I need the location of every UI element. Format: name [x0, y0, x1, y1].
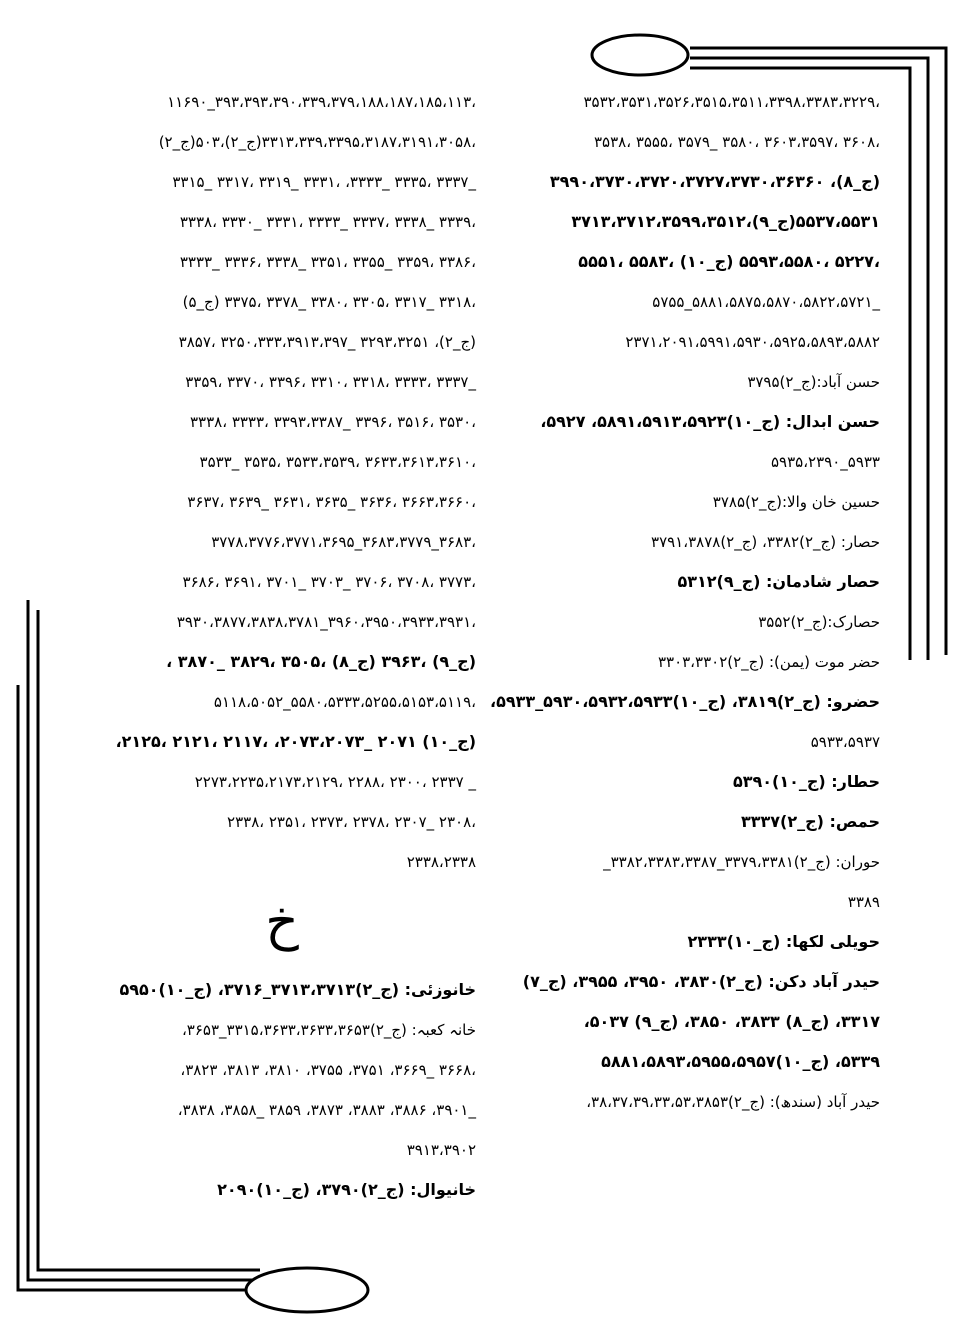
left-column	[88, 92, 476, 1220]
index-line: ،۳۵۳۲،۳۵۳۱،۳۵۲۶،۳۵۱۵،۳۵۱۱،۳۳۹۸،۳۳۸۳،۳۲۲۹	[583, 93, 880, 111]
index-entry: حسن ابدال: (ج_۱۰)۵۸۹۱،۵۹۱۳،۵۹۲۳، ۵۹۲۷،	[540, 412, 880, 431]
index-line: ،۳۶۶۸ _۳۶۶۹، ۳۷۵۱، ۳۷۵۵، ۳۸۱۰، ۳۸۱۳، ۳۸۲۳،	[180, 1061, 476, 1079]
index-line: ۳۳۱۷، (ج_۸) ۳۸۳۳، ۳۸۵۰، (ج_۹) ۵۰۳۷،	[583, 1012, 880, 1031]
index-line: (ج_۱۰) ۲۰۷۱ _۲۰۷۳،۲۰۷۳، ،۲۱۱۷ ،۲۱۲۱ ،۲۱۲۵،	[115, 732, 476, 751]
index-line: ۲۳۷۱،۲۰۹۱،۵۹۹۱،۵۹۳۰،۵۹۲۵،۵۸۹۳،۵۸۸۲	[625, 333, 880, 351]
index-line: (ج_۹) ،۳۹۶۳ (ج_۸) ،۳۵۰۵ ،۳۸۲۹ _۳۸۷۰ ،	[166, 652, 476, 671]
index-line: ۳۳۸۹	[847, 893, 880, 911]
index-entry: خانوزئی: (ج_۲)۳۷۱۳،۳۷۱۳_۳۷۱۶، (ج_۱۰)۵۹۵۰	[119, 980, 476, 999]
index-line: ،۳۳۸۶ ،۳۳۵۹ _۳۳۵۵ ،۳۳۵۱ _۳۳۳۸ ،۳۳۳۶ _۳۳۳۳	[179, 253, 476, 271]
index-line: ۲۳۳۸،۲۳۳۸	[406, 853, 476, 871]
index-line: _۵۸۸۱،۵۸۷۵،۵۸۷۰،۵۸۲۲،۵۷۲۱_۵۷۵۵	[652, 293, 880, 311]
index-line: _۳۹۰۱، ۳۸۸۶، ۳۸۸۳، ۳۸۷۳، ۳۸۵۹ _۳۸۵۸، ۳۸۳۸،	[177, 1101, 476, 1119]
index-line: ،۳۹۳،۳۹۳،۳۹۰،۳۳۹،۳۷۹،۱۸۸،۱۸۷،۱۸۵،۱۱۳_۱۱۶۹۰	[167, 93, 476, 111]
index-line: ،۳۶۸۳_۳۶۸۳،۳۷۷۹_۳۷۷۸،۳۷۷۶،۳۷۷۱،۳۶۹۵	[211, 533, 476, 551]
index-line: ،۵۲۲۷ ،۵۵۹۳،۵۵۸۰ (ج_۱۰) ،۵۵۸۳ ،۵۵۵۱	[578, 252, 880, 271]
index-entry: حیدر آباد دکن: (ج_۲)۳۸۳۰، ۳۹۵۰، ۳۹۵۵، (ج_۷)	[522, 972, 880, 991]
index-entry: خانہ کعبہ: (ج_۲)۳۳۱۵،۳۶۳۳،۳۶۳۳،۳۶۵۳_۳۶۵۳،	[181, 1021, 476, 1039]
index-line: ۵۳۳۹، (ج_۱۰)۵۸۸۱،۵۸۹۳،۵۹۵۵،۵۹۵۷	[601, 1052, 880, 1071]
index-line: _ ۲۳۳۷ ،۲۳۰۰ ،۲۲۸۸ ،۲۲۷۳،۲۲۳۵،۲۱۷۳،۲۱۲۹	[194, 773, 476, 791]
index-entry: حصار شادمان: (ج_۹)۵۳۱۲	[677, 572, 880, 591]
index-line: (ج_۸)، ۳۹۹۰،۳۷۳۰،۳۷۲۰،۳۷۲۷،۳۷۳۰،۳۶۳۶۰	[549, 172, 880, 191]
index-line: ،۳۳۱۳،۳۳۹،۳۳۹۵،۳۱۸۷،۳۱۹۱،۳۰۵۸(ج_۲)،۵۰۳(ج_۲)	[158, 133, 476, 151]
index-line: ۵۹۳۳_۵۹۳۵،۲۳۹۰	[770, 453, 880, 471]
index-entry: حضر موت (یمن): (ج_۲)۳۳۰۳،۳۳۰۲	[657, 653, 880, 671]
index-entry: خانیوال: (ج_۲)۳۷۹۰، (ج_۱۰)۲۰۹۰	[217, 1180, 476, 1199]
index-entry: حصار: (ج_۲)۳۳۸۲، (ج_۲)۳۷۹۱،۳۸۷۸	[651, 533, 880, 551]
index-line: (ج_۲)، ۳۲۹۳،۳۲۵۱ _۳۲۵۰،۳۳۳،۳۹۱۳،۳۹۷ ،۳۸۵۷	[178, 333, 476, 351]
index-line: ،۳۷۷۳ ،۳۷۰۸ ،۳۷۰۶ _۳۷۰۳ _۳۷۰۱ ،۳۶۹۱ ،۳۶۸۶	[182, 573, 476, 591]
index-line: _۳۳۳۷ ،۳۳۳۵ _۳۳۳۳، ،۳۳۳۱ _۳۳۱۹ ،۳۳۱۷ _۳۳۱۵	[172, 173, 476, 191]
right-column	[490, 92, 880, 1132]
index-line: ،۳۶۳۳،۳۶۱۳،۳۶۱۰ ،۳۵۳۳،۳۵۳۹ ،۳۵۳۵ _۳۵۳۳	[199, 453, 476, 471]
index-line: ۵۹۳۳،۵۹۳۷	[810, 733, 880, 751]
index-line: ،۵۵۸۰،۵۳۳۳،۵۲۵۵،۵۱۵۳،۵۱۱۹_۵۱۱۸،۵۰۵۲	[213, 693, 476, 711]
index-entry: حویلی لکھا: (ج_۱۰)۲۳۳۳	[687, 932, 880, 951]
index-entry: حطار: (ج_۱۰)۵۳۹۰	[732, 772, 880, 791]
index-line: ،۲۳۰۸ _۲۳۰۷ ،۲۳۷۸ ،۲۳۷۳ ،۲۳۵۱ ،۲۳۳۸	[227, 813, 476, 831]
index-entry: حصارک:(ج_۲)۳۵۵۲	[758, 613, 880, 631]
index-line: ،۳۶۶۳،۳۶۶۰ ،۳۶۳۶ _۳۶۳۵ ،۳۶۳۱ _۳۶۳۹ ،۳۶۳۷	[187, 493, 476, 511]
index-line: ،۳۹۶۰،۳۹۵۰،۳۹۳۳،۳۹۳۱_۳۹۳۰،۳۸۷۷،۳۸۳۸،۳۷۸۱	[176, 613, 476, 631]
index-entry: حوران: (ج_۲)۳۳۷۹،۳۳۸۱_۳۳۸۲،۳۳۸۳،۳۳۸۷_	[603, 853, 880, 871]
index-line: ،۳۳۱۸ _۳۳۱۷ ،۳۳۰۵ ،۳۳۸۰ _۳۳۷۸ ،۳۳۷۵ (ج_۵)	[182, 293, 476, 311]
section-letter: خ	[265, 892, 299, 952]
index-entry: حسین خان والا:(ج_۲)۳۷۸۵	[712, 493, 880, 511]
index-entry: حضرو: (ج_۲)۳۸۱۹، (ج_۱۰)۵۹۳۰،۵۹۳۲،۵۹۳۳_۵۹۳۳،	[490, 692, 880, 711]
index-entry: حمص: (ج_۲)۳۳۳۷	[740, 812, 880, 831]
index-line: ،۳۳۳۹ _۳۳۳۸ ،۳۳۳۷ _۳۳۳۳ ،۳۳۳۱ _۳۳۳۰ ،۳۳۳۸	[179, 213, 476, 231]
index-line: ۳۹۱۳،۳۹۰۲	[406, 1141, 476, 1159]
index-entry: حیدر آباد (سندھ): (ج_۲)۳۸،۳۷،۳۹،۳۳،۵۳،۳۸۵۳،	[586, 1093, 880, 1111]
index-line: ،۳۵۳۰ ،۳۵۱۶ ،۳۳۹۶ _۳۳۹۳،۳۳۸۷ ،۳۳۳۳ ،۳۳۳۸	[189, 413, 476, 431]
index-line: ،۳۶۰۸ ،۳۶۰۳،۳۵۹۷ ،۳۵۸۰ _۳۵۷۹ ،۳۵۵۵ ،۳۵۳۸	[593, 133, 880, 151]
index-entry: حسن آباد:(ج_۲)۳۷۹۵	[747, 373, 880, 391]
index-line: _۳۳۳۷ ،۳۳۳۳ ،۳۳۱۸ ،۳۳۱۰ ،۳۳۹۶ ،۳۳۷۰ ،۳۳۵۹	[185, 373, 476, 391]
index-line: ۵۵۳۷،۵۵۳۱(ج_۹)،۳۷۱۳،۳۷۱۲،۳۵۹۹،۳۵۱۲	[571, 212, 880, 231]
